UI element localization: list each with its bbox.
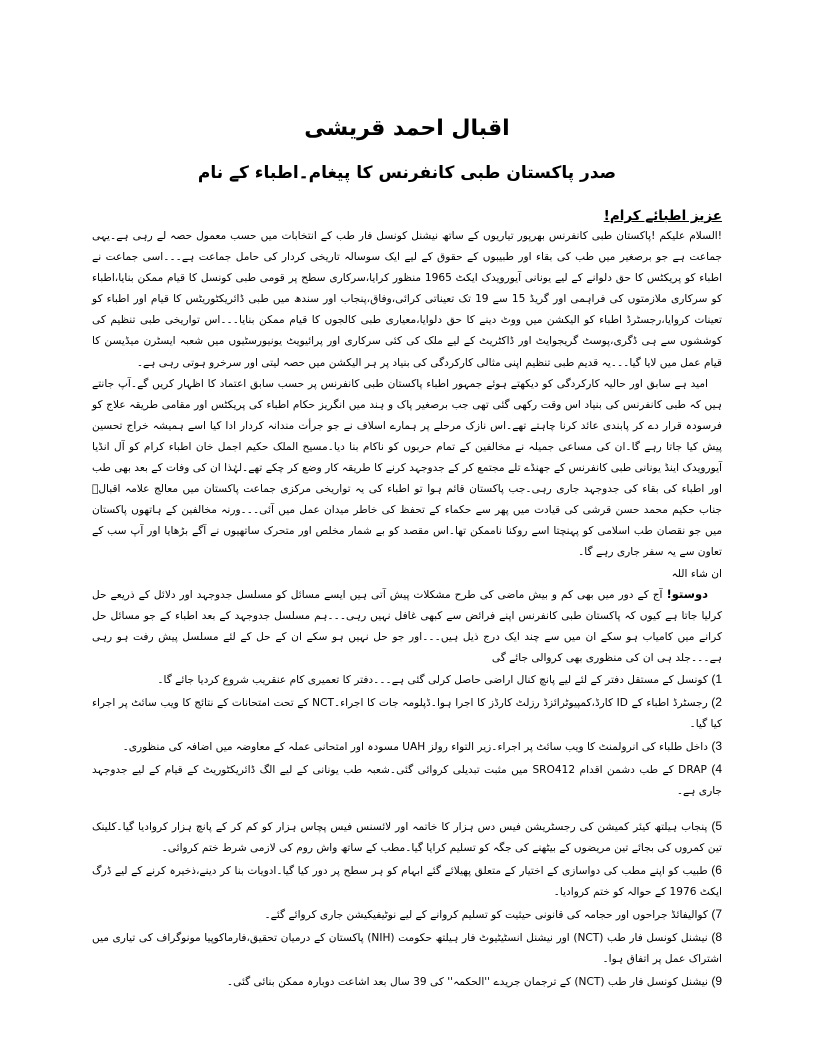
list-item: 6) طبیب کو اپنے مطب کی دواسازی کے اختیار کے متعلق پھیلائے گئے ابہام کو ہر سطح پر دور کیا گیا۔ادویات بنا کر دینے،ذخیرہ کرنے کے لیے ڈرگ ایکٹ 1976 کے حوالہ کو ختم کروادیا۔ [92, 862, 722, 898]
friends-lead: دوستو! [666, 586, 708, 601]
list-item: 4) DRAP کے طب دشمن اقدام SRO412 میں مثبت تبدیلی کروائی گئی۔شعبہ طب یونانی کے لیے الگ ڈائریکٹوریٹ کے قیام کے لیے جدوجہد جاری ہے۔ [92, 761, 723, 797]
paragraph-history: امید ہے سابق اور حالیہ کارکردگی کو دیکھتے ہوئے جمہور اطباء پاکستان طبی کانفرنس پر حسب سابق اعتماد کا اظہار کریں گے۔آپ جانتے ہیں کہ طبی کانفرنس کی بنیاد اس وقت رکھی گئی تھی جب برصغیر پاک و ہند میں انگریز حکام اطباء کی پریکٹس اور مقامی طریقہ علاج کو فرسودہ قرار دے کر پابندی عائد کرنا چاہتے تھے۔اس نازک مرحلے پر ہمارے اسلاف نے جو جرأت مندانہ کردار ادا کیا اسے ہمیشہ خراج تحسین پیش کیا جاتا رہے گا۔ان کی مساعی جمیلہ نے مخالفین کے تمام حربوں کو ناکام بنا دیا۔مسیح الملک حکیم اجمل خان اطباء کرام کو آل انڈیا آیورویدک اینڈ یونانی طبی کانفرنس کے جھنڈے تلے مجتمع کر کے جدوجہد کرنے کا طریقہ کار وضع کر چکے تھے۔لہٰذا ان کی وفات کے بعد بھی طب اور اطباء کی بقاء کی جدوجہد جاری رہی۔جب پاکستان قائم ہوا تو اطباء کی یہ تواریخی مرکزی جماعت پاکستان میں معالج علامہ اقبالؒ جناب حکیم محمد حسن قرشی کی قیادت میں پھر سے حکماء کے تحفظ کی خاطر میدان عمل میں آئی۔۔۔ورنہ مخالفین کے ہاتھوں پاکستان میں جو نقصان طب اسلامی کو پہنچتا اسے روکنا ناممکن تھا۔اس مقصد کو بے شمار مخلص اور متحرک ساتھیوں نے آگے بڑھایا اور آپ سب کے تعاون سے یہ سفر جاری رہے گا۔ [92, 377, 722, 559]
salutation: عزیز اطبائے کرام! [603, 208, 722, 224]
document-title: صدر پاکستان طبی کانفرنس کا پیغام۔اطباء کے نام [197, 163, 617, 183]
paragraph-friends [92, 584, 722, 669]
achievements-list [92, 669, 722, 993]
author-name: اقبال احمد قریشی [304, 116, 510, 141]
list-item: 7) کوالیفائڈ جراحوں اور حجامہ کی قانونی حیثیت کو تسلیم کروانے کے لیے نوٹیفیکیشن جاری کروائے گئے۔ [264, 906, 722, 921]
list-item: 3) داخل طلباء کی انرولمنٹ کا ویب سائٹ پر اجراء۔زیر التواء رولز UAH مسودہ اور امتحانی عملہ کے معاوضہ میں اضافہ کی منظوری۔ [122, 738, 722, 753]
paragraph-intro: !السلام علیکم !پاکستان طبی کانفرنس بھرپور تیاریوں کے ساتھ نیشنل کونسل فار طب کے انتخابات میں حسب معمول حصہ لے رہی ہے۔یہی جماعت ہے جو برصغیر میں طب کی بقاء اور طبیبوں کے حقوق کے لیے ایک سوسالہ تاریخی کردار کی حامل جماعت ہے۔۔۔اسی جماعت نے اطباء کو پریکٹس کا حق دلوانے کے لیے یونانی آیورویدک ایکٹ 1965 منظور کرایا،سرکاری سطح پر قومی طبی کونسل کا قیام ممکن بنایا،اطباء کو سرکاری ملازمتوں کی فراہمی اور گریڈ 15 سے 19 تک تعیناتی کرائی،وفاق،پنجاب اور سندھ میں طبی ڈائریکٹوریٹس کا قیام اور اطباء کو تعینات کروایا،رجسٹرڈ اطباء کو الیکشن میں ووٹ دینے کا حق دلوایا،معیاری طبی کالجوں کا قیام ممکن بنایا۔۔۔اس تواریخی طبی تنظیم کی کوششوں سے ہی ڈگری،پوسٹ گریجوایٹ اور ڈاکٹریٹ کے لیے ملک کی کئی سرکاری اور پرائیویٹ یونیورسٹیوں میں شعبہ ایسٹرن میڈیسن کا قیام عمل میں لایا گیا۔۔۔یہ قدیم طبی تنظیم اپنی مثالی کارکردگی کی بنیاد پر ہر الیکشن میں حصہ لیتی اور سرخرو ہوتی رہی ہے۔ [92, 230, 723, 369]
document-page [92, 112, 722, 994]
closing-phrase: ان شاء اللہ [671, 567, 722, 580]
list-item: 8) نیشنل کونسل فار طب (NCT) اور نیشنل انسٹیٹیوٹ فار ہیلتھ حکومت (NIH) پاکستان کے درمیان تحقیق،فارماکوپیا مونوگراف کی تیاری میں اشتراک عمل پر اتفاق ہوا۔ [92, 929, 722, 965]
list-item: 5) پنجاب ہیلتھ کیئر کمیشن کی رجسٹریشن فیس دس ہزار کا خاتمہ اور لائسنس فیس پچاس ہزار کو کم کر کے پانچ ہزار کروادیا گیا۔کلینک تین کمروں کی بجائے تین مریضوں کے بیٹھنے کی جگہ کو تسلیم کرایا گیا۔مطب کے ساتھ واش روم کی لازمی شرط ختم کروائی۔ [92, 818, 723, 854]
list-item: 9) نیشنل کونسل فار طب (NCT) کے ترجمان جریدے ''الحکمہ'' کی 39 سال بعد اشاعت دوبارہ ممکن بنائی گئی۔ [226, 973, 722, 988]
list-item: 1) کونسل کے مستقل دفتر کے لئے لیے پانچ کنال اراضی حاصل کرلی گئی ہے۔۔۔دفتر کا تعمیری کام عنقریب شروع کردیا جائے گا۔ [157, 671, 722, 686]
list-item: 2) رجسٹرڈ اطباء کے ID کارڈ،کمپیوٹرائزڈ رزلٹ کارڈز کا اجرا ہوا۔ڈپلومہ جات کا اجراء۔NCT کے تحت امتحانات کے نتائج کا ویب سائٹ پر اجراء کیا گیا۔ [92, 694, 722, 730]
friends-text: آج کے دور میں بھی کم و بیش ماضی کی طرح مشکلات پیش آتی ہیں ایسے مسائل کو مسلسل جدوجہد اور دلائل کے ذریعے حل کرلیا جاتا ہے کیوں کہ پاکستان طبی کانفرنس اپنے فرائض سے کبھی غافل نہیں رہی۔۔۔ہم مسلسل جدوجہد کے بعد اطباء کے جو مسائل حل کرانے میں کامیاب ہو سکے ان میں سے چند ایک درج ذیل ہیں۔۔۔اور جو حل نہیں ہو سکے ان کے حل کے لئے مسلسل پیش رفت ہو رہی ہے۔۔۔جلد ہی ان کی منظوری بھی کروالی جائے گی [92, 588, 722, 664]
